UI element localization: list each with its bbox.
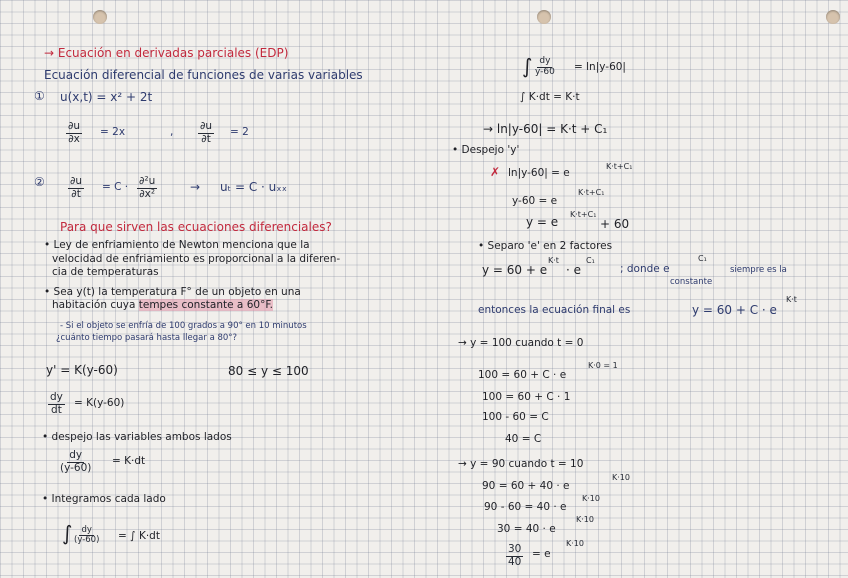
condition-1: → y = 100 cuando t = 0 <box>458 337 584 349</box>
ratio-rhs: = e <box>532 548 551 560</box>
condition-2-step-3: 30 = 40 · e <box>497 523 556 535</box>
dy-dt-rhs: = K(y-60) <box>74 397 125 409</box>
du-dt-value: = 2 <box>230 126 249 138</box>
separo-factores: • Separo 'e' en 2 factores <box>478 240 613 252</box>
numerator: dy <box>50 391 63 403</box>
despejo-y: • Despejo 'y' <box>452 144 520 156</box>
exponent: K·10 <box>612 473 630 482</box>
numerator: ∂u <box>70 175 83 187</box>
newton-line-1: • Ley de enfriamiento de Newton menciona que la <box>44 239 310 251</box>
denominator: ∂x <box>68 132 80 145</box>
ratio-fraction <box>506 544 523 568</box>
partial-d2u-dx2 <box>137 176 157 200</box>
binder-hole <box>826 10 840 24</box>
integral-sign: ∫ <box>62 521 73 545</box>
c-value: 40 = C <box>505 433 542 445</box>
separator: , <box>170 126 174 138</box>
numerator: dy <box>69 449 83 461</box>
separated-rhs: = K·dt <box>112 455 146 467</box>
numerator: dy <box>539 56 551 66</box>
denominator: y-60 <box>535 66 555 77</box>
ode: y' = K(y-60) <box>46 363 118 377</box>
exponent: C₁ <box>698 254 707 263</box>
numerator: ∂u <box>68 120 81 132</box>
exponent: K·10 <box>582 494 600 503</box>
denominator: 40 <box>508 555 522 568</box>
integral-fraction <box>535 57 555 78</box>
section-heading: Para que sirven las ecuaciones diferenciales? <box>60 220 332 234</box>
k-dt-integral: ∫ K·dt = K·t <box>520 91 580 103</box>
temperature-range: 80 ≤ y ≤ 100 <box>228 364 309 378</box>
exponent: K·t+C₁ <box>570 210 597 219</box>
binder-hole <box>537 10 551 24</box>
sea-line-1: • Sea y(t) la temperatura F° de un objeto en una <box>44 286 301 298</box>
binder-hole <box>93 10 107 24</box>
denominator: ∂t <box>71 187 81 200</box>
numerator: dy <box>81 525 92 535</box>
denominator: dt <box>51 403 62 416</box>
exponent: K·0 = 1 <box>588 361 618 370</box>
condition-2: → y = 90 cuando t = 10 <box>458 458 584 470</box>
denominator: (y-60) <box>74 535 100 546</box>
problem-line-2: ¿cuánto tiempo pasará hasta llegar a 80°? <box>56 333 238 343</box>
sea-line-2-start: habitación cuya <box>52 299 136 311</box>
exp-step-2: y-60 = e <box>512 195 558 207</box>
denominator: ∂t <box>201 132 211 145</box>
dy-dt <box>48 392 65 416</box>
example-2-marker: ② <box>34 175 45 189</box>
final-equation: y = 60 + C · e <box>692 303 777 317</box>
constante-label: constante <box>670 277 713 287</box>
newton-line-3: cia de temperaturas <box>52 266 159 278</box>
exponent: K·t+C₁ <box>578 188 605 197</box>
arrow: → <box>190 180 201 194</box>
donde-label: ; donde e <box>620 263 670 275</box>
example-1-marker: ① <box>34 89 45 103</box>
exp-step-3-tail: + 60 <box>600 217 630 231</box>
highlighted-text: tempes constante a 60°F. <box>138 299 274 311</box>
partial-du-dx <box>66 121 82 145</box>
exponent: K·10 <box>576 515 594 524</box>
integral-sign: ∫ <box>522 54 533 78</box>
page-title: → Ecuación en derivadas parciales (EDP) <box>44 46 289 60</box>
denominator: ∂x² <box>139 187 156 200</box>
numerator: ∂u <box>200 120 213 132</box>
siempre-es-la: siempre es la <box>730 265 787 275</box>
integral-lhs <box>74 526 99 546</box>
integral-rhs: = ∫ K·dt <box>118 530 160 542</box>
denominator: (y-60) <box>60 461 92 474</box>
times-e: · e <box>566 263 582 277</box>
partial-du-dt <box>68 176 84 200</box>
exponent: K·t <box>548 256 559 265</box>
sea-line-2 <box>52 300 273 311</box>
numerator: ∂²u <box>139 175 156 187</box>
condition-1-step-2: 100 = 60 + C · 1 <box>482 391 571 403</box>
numerator: 30 <box>508 543 522 555</box>
despejo-variables: • despejo las variables ambos lados <box>42 431 232 443</box>
heat-equation-short: uₜ = C · uₓₓ <box>220 180 287 194</box>
equals-c: = C · <box>102 181 129 193</box>
entonces-label: entonces la ecuación final es <box>478 304 631 316</box>
exp-step-3: y = e <box>526 215 559 229</box>
ln-equation: → ln|y-60| = K·t + C₁ <box>483 122 608 136</box>
condition-1-step-1: 100 = 60 + C · e <box>478 369 567 381</box>
newton-line-2: velocidad de enfriamiento es proporcional a la diferen- <box>52 253 341 265</box>
exp-step-1: ln|y-60| = e <box>508 167 570 179</box>
separated-lhs <box>60 450 91 474</box>
exponent: K·10 <box>566 539 584 548</box>
exponent: K·t+C₁ <box>606 162 633 171</box>
general-solution: y = 60 + e <box>482 263 548 277</box>
strike-mark: ✗ <box>490 165 501 179</box>
condition-2-step-2: 90 - 60 = 40 · e <box>484 501 567 513</box>
subtitle: Ecuación diferencial de funciones de varias variables <box>44 68 363 82</box>
partial-du-dt <box>198 121 214 145</box>
ln-result: = ln|y-60| <box>574 61 626 73</box>
condition-1-step-3: 100 - 60 = C <box>482 411 549 423</box>
condition-2-step-1: 90 = 60 + 40 · e <box>482 480 570 492</box>
exponent: K·t <box>786 295 797 304</box>
du-dx-value: = 2x <box>100 126 126 138</box>
example-1-function: u(x,t) = x² + 2t <box>60 90 153 104</box>
integramos: • Integramos cada lado <box>42 493 166 505</box>
problem-line-1: - Si el objeto se enfría de 100 grados a 90° en 10 minutos <box>60 321 307 331</box>
exponent: C₁ <box>586 256 595 265</box>
